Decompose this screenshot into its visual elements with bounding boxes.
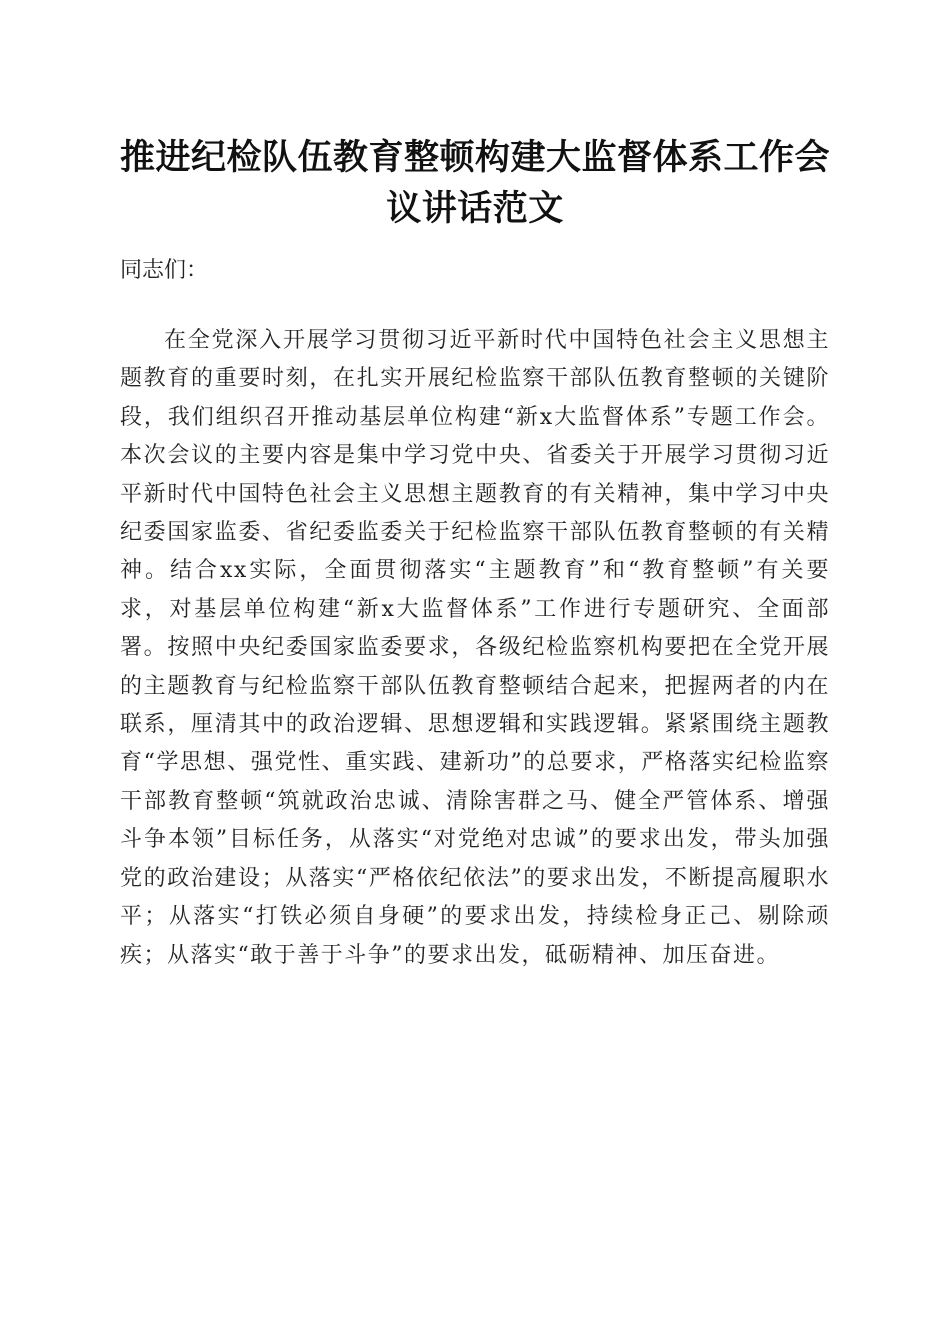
document-title: 推进纪检队伍教育整顿构建大监督体系工作会议讲话范文: [119, 137, 830, 229]
salutation: 同志们：: [120, 258, 209, 283]
body-paragraph: 在全党深入开展学习贯彻习近平新时代中国特色社会主义思想主题教育的重要时刻，在扎实开展纪检监察干部队伍教育整顿的关键阶段，我们组织召开推动基层单位构建“新x大监督体系”专题工作会。本次会议的主要内容是集中学习党中央、省委关于开展学习贯彻习近平新时代中国特色社会主义思想主题教育的有关精神，集中学习中央纪委国家监委、省纪委监委关于纪检监察干部队伍教育整顿的有关精神。结合xx实际，全面贯彻落实“主题教育”和“教育整顿”有关要求，对基层单位构建“新x大监督体系”工作进行专题研究、全面部署。按照中央纪委国家监委要求，各级纪检监察机构要把在全党开展的主题教育与纪检监察干部队伍教育整顿结合起来，把握两者的内在联系，厘清其中的政治逻辑、思想逻辑和实践逻辑。紧紧围绕主题教育“学思想、强党性、重实践、建新功”的总要求，严格落实纪检监察干部教育整顿“筑就政治忠诚、清除害群之马、健全严管体系、增强斗争本领”目标任务，从落实“对党绝对忠诚”的要求出发，带头加强党的政治建设；从落实“严格依纪依法”的要求出发，不断提高履职水平；从落实“打铁必须自身硬”的要求出发，持续检身正己、剔除顽疾；从落实“敢于善于斗争”的要求出发，砥砺精神、加压奋进。: [120, 328, 830, 968]
